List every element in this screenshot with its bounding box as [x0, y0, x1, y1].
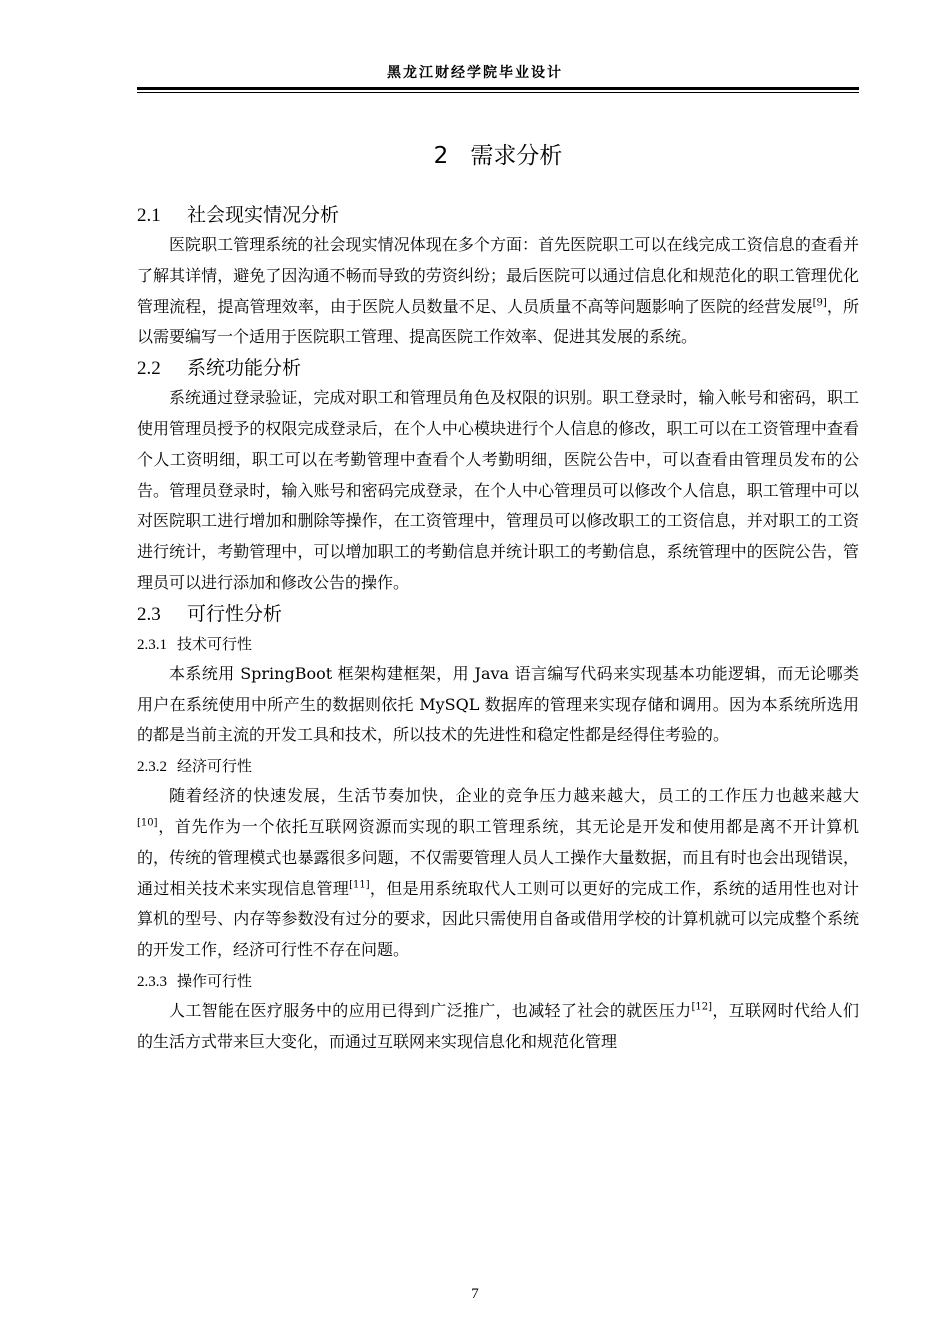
subsection-title: 经济可行性 — [177, 757, 253, 776]
paragraph-text: ，首先作为一个依托互联网资源而实现的职工管理系统，其无论是开发和使用都是离不开计算机的，传统的管理模式也暴露很多问题，不仅需要管理人员人工操作大量数据，而且有时也会出现错误，通过相关技术来实现信息管理 — [137, 816, 859, 898]
subsection-heading-2-3-2 — [137, 751, 859, 781]
paragraph-text: 随着经济的快速发展，生活节奏加快，企业的竞争压力越来越大，员工的工作压力也越来越大 — [169, 786, 859, 806]
section-heading-2-1 — [137, 200, 859, 230]
running-header: 黑龙江财经学院毕业设计 — [387, 65, 563, 81]
subsection-heading-2-3-1 — [137, 629, 859, 659]
paragraph-text: 医院职工管理系统的社会现实情况体现在多个方面：首先医院职工可以在线完成工资信息的查看并了解其详情，避免了因沟通不畅而导致的劳资纠纷；最后医院可以通过信息化和规范化的职工管理优化管理流程，提高管理效率，由于医院人员数量不足、人员质量不高等问题影响了医院的经营发展 — [137, 235, 859, 316]
section-title: 可行性分析 — [187, 602, 283, 625]
paragraph-2-3-1: 本系统用 SpringBoot 框架构建框架，用 Java 语言编写代码来实现基本功能逻辑，而无论哪类用户在系统使用中所产生的数据则依托 MySQL 数据库的管理来实现存储和调用。因为本系统所选用的都是当前主流的开发工具和技术，所以技术的先进性和稳定性都是经得住考验的。 — [137, 663, 859, 745]
chapter-heading — [137, 138, 859, 178]
chapter-number: 2 — [433, 143, 449, 169]
chapter-title: 需求分析 — [470, 143, 563, 169]
paragraph-text: ，所以需要编写一个适用于医院职工管理、提高医院工作效率、促进其发展的系统。 — [137, 296, 859, 347]
section-number: 2.3 — [137, 603, 161, 625]
section-heading-2-3 — [137, 599, 859, 629]
subsection-number: 2.3.2 — [137, 759, 167, 776]
subsection-title: 技术可行性 — [177, 634, 253, 653]
paragraph-text: ，但是用系统取代人工则可以更好的完成工作，系统的适用性也对计算机的型号、内存等参数没有过分的要求，因此只需使用自备或借用学校的计算机就可以完成整个系统的开发工作，经济可行性不存在问题。 — [137, 878, 859, 960]
paragraph-2-2: 系统通过登录验证，完成对职工和管理员角色及权限的识别。职工登录时，输入帐号和密码，职工使用管理员授予的权限完成登录后，在个人中心模块进行个人信息的修改，职工可以在工资管理中查看个人工资明细，职工可以在考勤管理中查看个人考勤明细，医院公告中，可以查看由管理员发布的公告。管理员登录时，输入账号和密码完成登录，在个人中心管理员可以修改个人信息，职工管理中可以对医院职工进行增加和删除等操作，在工资管理中，管理员可以修改职工的工资信息，并对职工的工资进行统计，考勤管理中，可以增加职工的考勤信息并统计职工的考勤信息，系统管理中的医院公告，管理员可以进行添加和修改公告的操作。 — [137, 388, 859, 592]
subsection-title: 操作可行性 — [177, 971, 253, 990]
section-number: 2.2 — [137, 358, 161, 380]
citation-ref: [9] — [812, 297, 827, 309]
section-title: 社会现实情况分析 — [187, 204, 340, 226]
page-body — [137, 138, 859, 1058]
header-rule-thick — [137, 87, 859, 90]
page-number: 7 — [471, 1286, 479, 1302]
subsection-heading-2-3-3 — [137, 966, 859, 996]
paragraph-text: ，互联网时代给人们的生活方式带来巨大变化，而通过互联网来实现信息化和规范化管理 — [137, 1000, 859, 1051]
subsection-number: 2.3.3 — [137, 973, 167, 990]
paragraph-2-3-2 — [137, 781, 859, 966]
section-title: 系统功能分析 — [187, 357, 302, 380]
subsection-number: 2.3.1 — [137, 636, 167, 653]
paragraph-2-1 — [137, 230, 859, 353]
citation-ref: [12] — [691, 1001, 713, 1013]
header-rule-thin — [137, 92, 859, 93]
citation-ref: [10] — [137, 817, 158, 829]
citation-ref: [11] — [349, 879, 370, 891]
section-number: 2.1 — [137, 205, 161, 226]
paragraph-2-3-3 — [137, 996, 859, 1058]
section-heading-2-2 — [137, 353, 859, 383]
paragraph-text: 人工智能在医疗服务中的应用已得到广泛推广，也减轻了社会的就医压力 — [169, 1000, 692, 1020]
